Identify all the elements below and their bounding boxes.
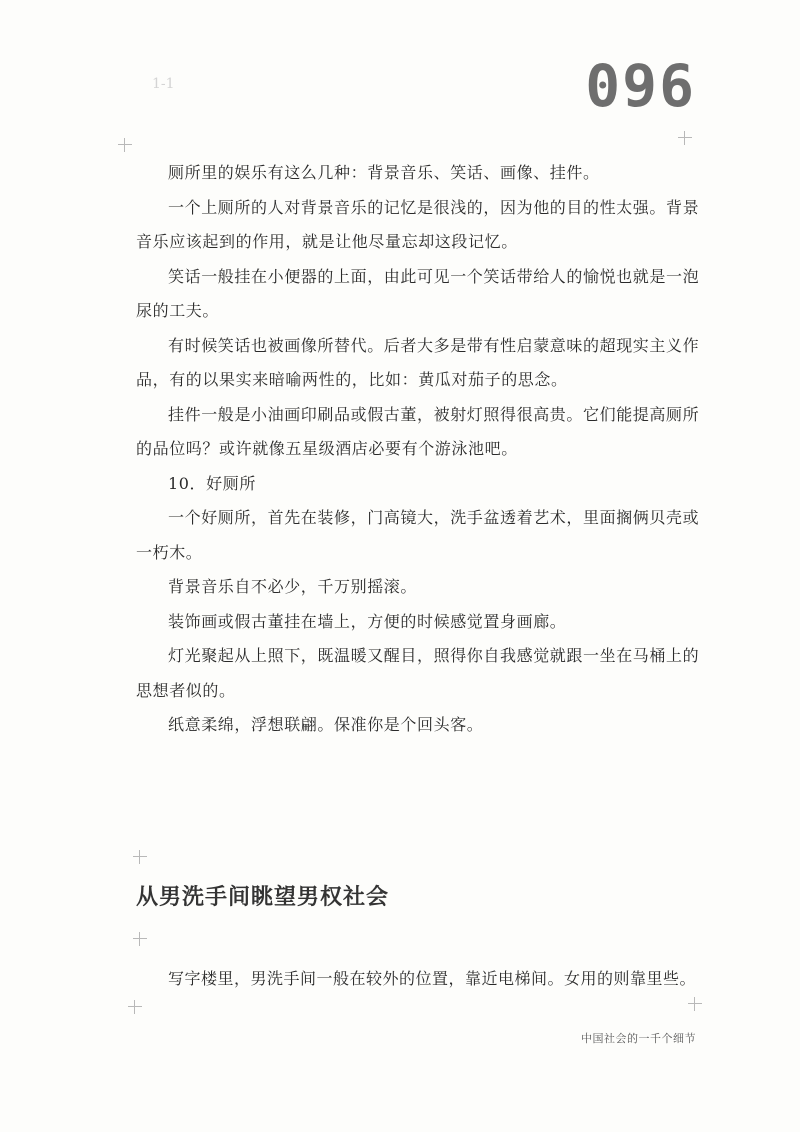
paragraph: 一个上厕所的人对背景音乐的记忆是很浅的，因为他的目的性太强。背景音乐应该起到的作用，就是让他尽量忘却这段记忆。 — [136, 197, 700, 251]
crop-mark-top-left — [118, 138, 132, 152]
subsection-title: 10．好厕所 — [168, 473, 256, 493]
paragraph: 装饰画或假古董挂在墙上，方便的时候感觉置身画廊。 — [168, 611, 567, 631]
paragraph: 厕所里的娱乐有这么几种：背景音乐、笑话、画像、挂件。 — [168, 163, 600, 182]
paragraph: 笑话一般挂在小便器的上面，由此可见一个笑话带给人的愉悦也就是一泡尿的工夫。 — [136, 266, 700, 320]
crop-mark-top-right — [678, 131, 692, 145]
paragraph: 有时候笑话也被画像所替代。后者大多是带有性启蒙意味的超现实主义作品，有的以果实来暗喻两性的，比如：黄瓜对茄子的思念。 — [136, 335, 700, 389]
paragraph: 背景音乐自不必少，千万别摇滚。 — [168, 577, 418, 596]
paragraph: 一个好厕所，首先在装修，门高镜大，洗手盆透着艺术，里面搁俩贝壳或一朽木。 — [136, 508, 700, 562]
page-number: 096 — [585, 52, 696, 120]
running-footer: 中国社会的一千个细节 — [581, 1032, 696, 1045]
paragraph: 挂件一般是小油画印刷品或假古董，被射灯照得很高贵。它们能提高厕所的品位吗？或许就像五星级酒店必要有个游泳池吧。 — [136, 404, 700, 458]
section-paragraph: 写字楼里，男洗手间一般在较外的位置，靠近电梯间。女用的则靠里些。 — [168, 969, 697, 988]
faint-pencil-mark: 1-1 — [152, 76, 175, 92]
crop-mark-mid-1 — [133, 850, 147, 864]
paragraph: 灯光聚起从上照下，既温暖又醒目，照得你自我感觉就跟一坐在马桶上的思想者似的。 — [136, 646, 700, 700]
crop-mark-mid-2 — [133, 932, 147, 946]
crop-mark-bottom-left — [128, 1000, 142, 1014]
crop-mark-bottom-right — [688, 997, 702, 1011]
section-heading: 从男洗手间眺望男权社会 — [136, 885, 390, 910]
body-text — [136, 156, 700, 743]
paragraph: 纸意柔绵，浮想联翩。保准你是个回头客。 — [168, 715, 484, 734]
